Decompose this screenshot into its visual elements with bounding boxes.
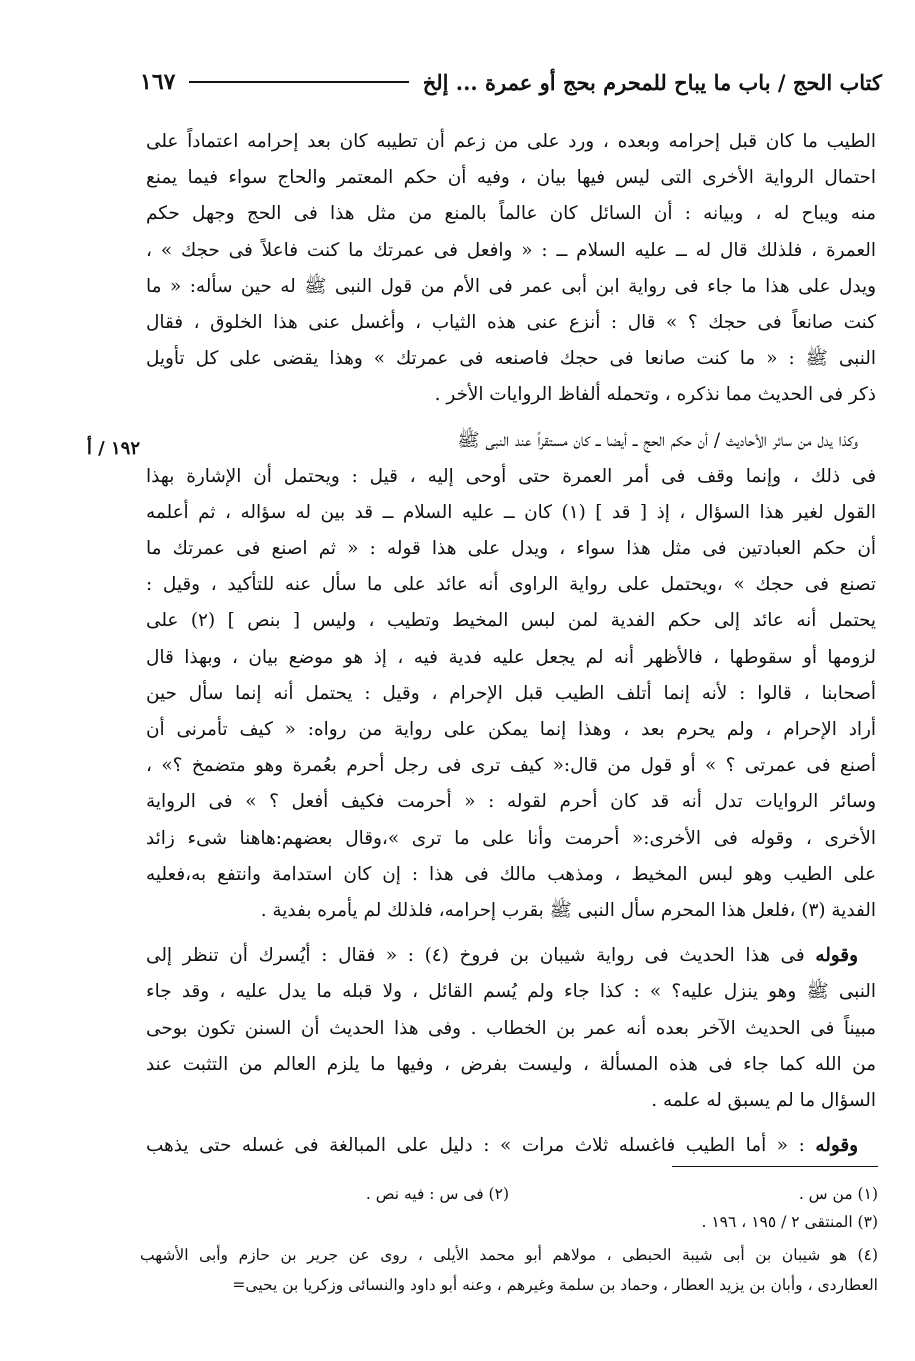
footnote-1: (١) من س . [798,1185,878,1203]
text-line: ويدل على هذا ما جاء فى رواية ابن أبى عمر فى الأم من قول النبى ﷺ له حين سأله: « ما [146,275,876,297]
paragraph-gap [146,1119,876,1128]
text-line: منه ويباح له ، وبيانه : أن السائل كان عالماً بالمنع من مثل هذا فى الحج وجهل حكم [146,203,876,225]
lead-word: وقوله [815,945,858,967]
text-line: أن حكم العبادتين فى مثل هذا سواء ، ويدل على هذا قوله : « ثم اصنع فى عمرتك ما [146,538,876,560]
text-line: احتمال الرواية الأخرى التى ليس فيها بيان ، وفيه أن حكم المعتمر والحاج سواء فيما يمنع [146,167,876,189]
line-text: : « أما الطيب فاغسله ثلاث مرات » : دليل على المبالغة فى غسله حتى يذهب [146,1135,816,1157]
margin-manuscript-ref: ١٩٢ / أ [86,438,140,459]
text-line: مبيناً فى الحديث الآخر بعده أنه عمر بن الخطاب . وفى هذا الحديث أن السنن تكون بوحى [146,1017,876,1039]
footnote-3: (٣) المنتقى ٢ / ١٩٥ ، ١٩٦ . [701,1213,878,1231]
text-line: النبى ﷺ : « ما كنت صانعا فى حجك فاصنعه فى عمرتك » وهذا يقضى على كل تأويل [146,348,876,370]
paragraph [146,1128,876,1164]
paragraph [146,938,876,1119]
text-line: كنت صانعاً فى حجك ؟ » قال : أنزع عنى هذه الثياب ، وأغسل عنى هذا الخلوق ، فقال [146,311,876,333]
text-line: الفدية (٣) ،فلعل هذا المحرم سأل النبى ﷺ بقرب إحرامه، فلذلك لم يأمره بفدية . [260,899,876,921]
header-title: كتاب الحج / باب ما يباح للمحرم بحج أو عمرة ... إلخ [422,69,882,95]
text-line: الطيب ما كان قبل إحرامه وبعده ، ورد على من زعم أن تطيبه كان بعد إحرامه اعتماداً على [146,131,876,152]
lead-word: وقوله [815,1135,858,1157]
text-line: السؤال ما لم يسبق له علمه . [651,1089,876,1111]
text-line: أراد الإحرام ، ولم يحرم بعد ، وهذا إنما يمكن على رواية من رواه: « كيف تأمرنى أن [146,719,876,740]
footnote-divider [672,1166,878,1167]
footnote-4-line: العطاردى ، وأبان بن يزيد العطار ، وحماد بن سلمة وغيرهم ، وعنه أبو داود والنسائى وزكريا بن يحيى= [232,1276,878,1294]
text-line: النبى ﷺ وهو ينزل عليه؟ » : كذا جاء ولم يُسم القائل ، ولا قبله ما يدل عليه ، وقد جاء [146,981,876,1003]
running-header [140,62,882,102]
text-line: من الله كما جاء فى هذه المسألة ، وليست بفرض ، وفيها ما يلزم العالم من التثبت عند [146,1053,876,1075]
paragraph [146,423,876,930]
text-line: على الطيب وهو لبس المخيط ، ومذهب مالك فى هذا : إن كان استدامة وانتفع به،فعليه [146,863,876,885]
paragraph-gap [146,929,876,938]
text-line: يحتمل أنه عائد إلى حكم الفدية لمن لبس المخيط وتطيب ، وليس [ بنص ] (٢) على [146,610,876,632]
text-line [146,938,876,974]
text-line: أصنع فى عمرتى ؟ » أو قول من قال:« كيف ترى فى رجل أحرم بعُمرة وهو متضمخ ؟» ، [146,755,876,777]
text-line: القول لغير هذا السؤال ، إذ [ قد ] (١) كان ــ عليه السلام ــ قد بين له سؤاله ، ثم أعلمه [146,501,876,523]
footnote-2: (٢) فى س : فيه نص . [365,1185,509,1203]
text-line: لزومها أو سقوطها ، فالأظهر أنه لم يجعل عليه فدية فيه ، إذ هو موضع بيان ، وبهذا قال [146,646,876,668]
text-line: أصحابنا ، قالوا : لأنه إنما أتلف الطيب قبل الإحرام ، وقيل : يحتمل أنه إنما سأل حين [146,682,876,704]
footnote-row [140,1208,878,1236]
text-line: العمرة ، فلذلك قال له ــ عليه السلام ــ : « وافعل فى عمرتك ما كنت فاعلاً فى حجك » ، [146,239,876,261]
footnote-4-line: (٤) هو شيبان بن أبى شيبة الحبطى ، مولاهم أبو محمد الأيلى ، روى عن جرير بن حازم وأبى الأشهب [140,1246,878,1264]
text-line [146,1128,876,1164]
text-line: ذكر فى الحديث مما نذكره ، وتحمله ألفاظ الروايات الأخر . [434,384,876,406]
text-line: الأخرى ، وقوله فى الأخرى:« أحرمت وأنا على ما ترى »،وقال بعضهم:هاهنا شىء زائد [146,827,876,849]
paragraph [146,124,876,414]
text-line: فى ذلك ، وإنما وقف فى أمر العمرة حتى أوحى إليه ، قيل : ويحتمل أن الإشارة بهذا [146,465,876,487]
text-line: وسائر الروايات تدل أنه قد كان أحرم لقوله : « أحرمت فكيف أفعل ؟ » فى الرواية [146,791,876,813]
text-line: تصنع فى حجك » ،ويحتمل على رواية الراوى أنه عائد على ما سأل عنه للتأكيد ، وقيل : [146,574,876,596]
header-rule [189,81,408,83]
text-line: وكذا يدل من سائر الأحاديث / أن حكم الحج ــ أيضا ــ كان مستقراً عند النبى ﷺ [457,429,858,451]
footnote-row [140,1180,878,1208]
paragraph-gap [146,414,876,423]
main-text [146,124,876,1164]
page-number: ١٦٧ [140,69,176,95]
footnotes [140,1180,878,1300]
line-text: فى هذا الحديث فى رواية شيبان بن فروخ (٤) : « فقال : أيُسرك أن تنظر إلى [146,945,816,967]
